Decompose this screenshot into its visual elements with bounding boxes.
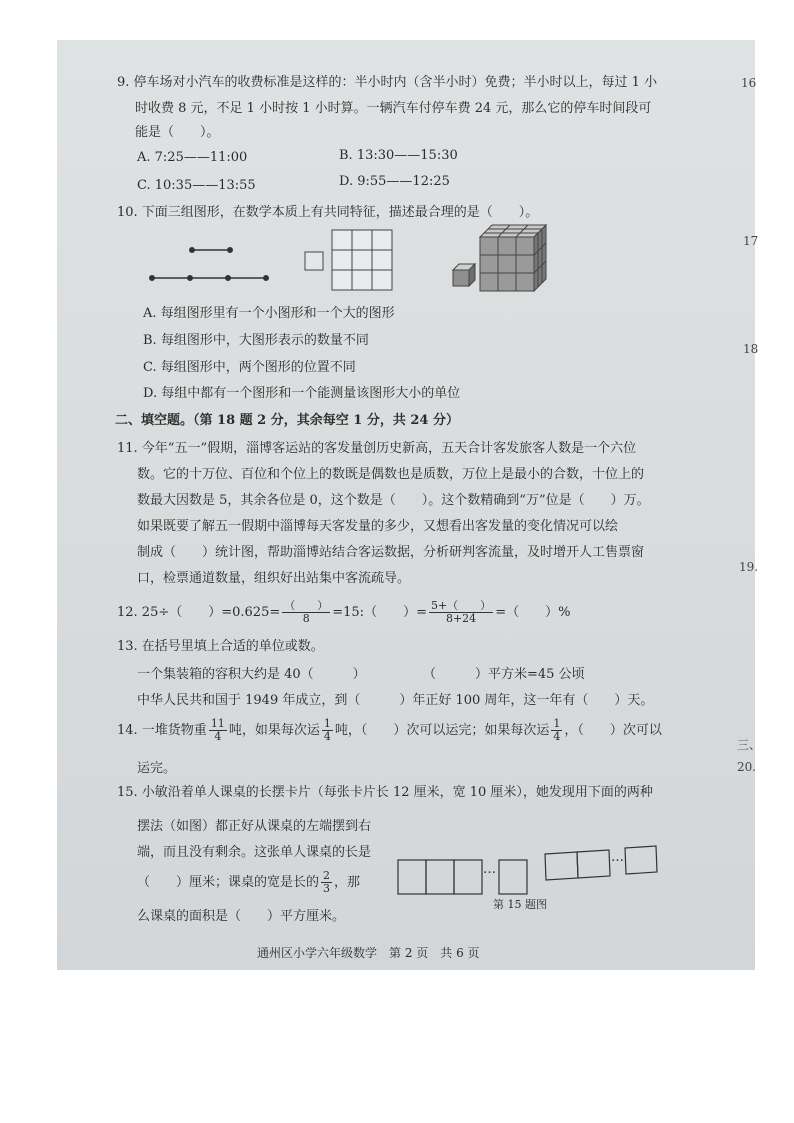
- segment-figure: [150, 248, 269, 281]
- q14-fraction-3: $\frac{1}{4}$: [553, 717, 561, 743]
- edge-number-18: 18: [743, 342, 759, 356]
- q13-container: 一个集装箱的容积大约是 40（ ）: [137, 667, 366, 682]
- q11-line3: 数最大因数是 5，其余各位是 0，这个数是（ ）。这个数精确到“万”位是（ ）万。: [137, 493, 650, 508]
- q11-line4: 如果既要了解五一假期中淄博每天客发量的多少，又想看出客发量的变化情况可以绘: [137, 519, 619, 534]
- q14-fraction-1: $\frac{11}{4}$: [210, 717, 225, 743]
- cube-figure: [453, 225, 546, 291]
- q11-line5: 制成（ ）统计图，帮助淄博站结合客运数据，分析研判客流量，及时增开人工售票窗: [137, 545, 645, 560]
- q10-option-c: C. 每组图形中，两个图形的位置不同: [143, 360, 356, 375]
- q9-option-d: D. 9:55——12:25: [339, 174, 450, 189]
- q11-line2: 数。它的十万位、百位和个位上的数既是偶数也是质数，万位上是最小的合数，十位上的: [137, 467, 645, 482]
- q12-fraction-2: $\frac{5+( )}{8+24}$: [430, 599, 492, 625]
- q11-line1: 11. 今年“五一”假期，淄博客运站的客发量创历史新高，五天合计客发旅客人数是一个六位: [117, 441, 637, 456]
- page-footer: 通州区小学六年级数学 第 2 页 共 6 页: [257, 946, 480, 960]
- q10-stem: 10. 下面三组图形，在数学本质上有共同特征，描述最合理的是（ ）。: [117, 205, 539, 220]
- q9-line2: 时收费 8 元，不足 1 小时按 1 小时算。一辆汽车付停车费 24 元，那么它的停车时间段可: [135, 101, 652, 116]
- q14-line2: 运完。: [137, 761, 177, 776]
- q9-option-c: C. 10:35——13:55: [137, 178, 256, 193]
- q15-dots-1: …: [483, 862, 496, 877]
- q15-line4: （ ）厘米；课桌的宽是长的 $\frac{2}{3}$ ，那: [137, 869, 361, 895]
- q15-figure: [397, 840, 667, 900]
- q9-line3: 能是（ ）。: [135, 125, 220, 140]
- q13-year: 中华人民共和国于 1949 年成立，到（ ）年正好 100 周年，这一年有（ ）天。: [137, 693, 654, 708]
- q14-fraction-2: $\frac{1}{4}$: [323, 717, 331, 743]
- section2-heading: 二、填空题。（第 18 题 2 分，其余每空 1 分，共 24 分）: [115, 413, 459, 428]
- q15-line1: 15. 小敏沿着单人课桌的长摆卡片（每张卡片长 12 厘米，宽 10 厘米），她发现用下面的两种: [117, 785, 653, 800]
- edge-section-3: 三、: [737, 738, 762, 752]
- q10-figures: [142, 225, 562, 310]
- q15-line5: 么课桌的面积是（ ）平方厘米。: [137, 909, 346, 924]
- q15-caption: 第 15 题图: [493, 898, 547, 911]
- edge-number-16: 16: [741, 76, 757, 90]
- square-figure: [305, 230, 392, 290]
- q9-option-a: A. 7:25——11:00: [137, 150, 248, 165]
- q11-line6: 口，检票通道数量，组织好出站集中客流疏导。: [137, 571, 411, 586]
- q9-line1: 9. 停车场对小汽车的收费标准是这样的：半小时内（含半小时）免费；半小时以上，每过 1 小: [117, 75, 658, 90]
- q12-line: 12. 25÷（ ）=0.625= $\frac{( )}{8}$ =15:（ ）= $\frac{5+( )}{8+24}$ =（ ）%: [117, 599, 571, 625]
- q15-line3: 端，而且没有剩余。这张单人课桌的长是: [137, 845, 372, 860]
- q14-line1: 14. 一堆货物重 $\frac{11}{4}$ 吨，如果每次运 $\frac{1}{4}$ 吨，（ ）次可以运完；如果每次运 $\frac{1}{4}$ ，（ ）次可以: [117, 717, 662, 743]
- q15-fraction: $\frac{2}{3}$: [323, 869, 331, 895]
- q13-area: （ ）平方米=45 公顷: [423, 667, 585, 682]
- edge-number-19: 19.: [739, 560, 759, 574]
- q10-option-d: D. 每组中都有一个图形和一个能测量该图形大小的单位: [143, 386, 461, 401]
- scanned-page: [57, 40, 762, 970]
- q15-dots-2: …: [611, 850, 624, 865]
- q10-option-b: B. 每组图形中，大图形表示的数量不同: [143, 333, 369, 348]
- q13-stem: 13. 在括号里填上合适的单位或数。: [117, 639, 324, 654]
- edge-number-17: 17: [743, 234, 759, 248]
- q9-option-b: B. 13:30——15:30: [339, 148, 458, 163]
- edge-number-20: 20.: [737, 760, 757, 774]
- q10-option-a: A. 每组图形里有一个小图形和一个大的图形: [143, 306, 395, 321]
- q15-line2: 摆法（如图）都正好从课桌的左端摆到右: [137, 819, 372, 834]
- q12-fraction-1: $\frac{( )}{8}$: [284, 599, 329, 625]
